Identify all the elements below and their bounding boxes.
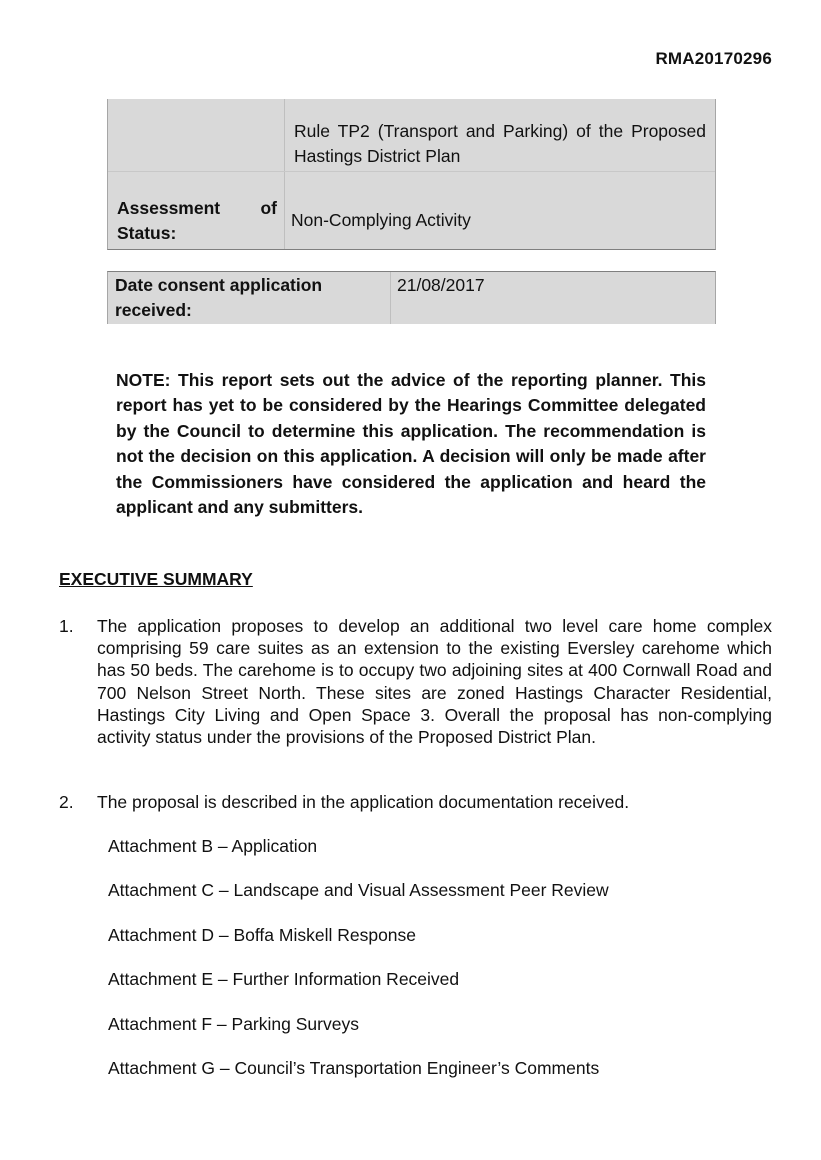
attachment-item: Attachment D – Boffa Miskell Response	[108, 924, 417, 945]
attachment-item: Attachment B – Application	[108, 836, 318, 856]
attachment-item: Attachment C – Landscape and Visual Assessment Peer Review	[108, 880, 609, 901]
rule-reference-text: Rule TP2 (Transport and Parking) of the Proposed Hastings District Plan	[294, 121, 706, 166]
assessment-status-value: Non-Complying Activity	[291, 210, 471, 230]
executive-summary-heading: EXECUTIVE SUMMARY	[59, 569, 253, 589]
attachment-item: Attachment G – Council’s Transportation Engineer’s Comments	[108, 1057, 600, 1078]
table-column-divider	[390, 272, 391, 324]
attachment-item: Attachment F – Parking Surveys	[108, 1013, 359, 1034]
table-column-divider	[284, 99, 285, 249]
date-received-table	[107, 271, 716, 324]
document-reference: RMA20170296	[655, 49, 772, 68]
paragraph-number: 2.	[59, 792, 74, 812]
table-row-divider	[108, 171, 715, 172]
attachment-item: Attachment E – Further Information Received	[108, 969, 460, 990]
attachment-list	[108, 835, 609, 1101]
paragraph-text: The application proposes to develop an additional two level care home complex comprising 59 care suites as an extension to the existing Eversley carehome which has 50 beds. The carehome is to occupy two adjoining sites at 400 Cornwall Road and 700 Nelson Street North. These sites are zoned Hastings Character Residential, Hastings City Living and Open Space 3. Overall the proposal has non-complying activity status under the provisions of the Proposed District Plan.	[97, 616, 772, 748]
date-received-value: 21/08/2017	[397, 275, 485, 295]
paragraph-number: 1.	[59, 616, 74, 636]
status-table	[107, 99, 716, 250]
assessment-status-label: Assessment of Status:	[117, 198, 277, 243]
date-received-label: Date consent application received:	[115, 275, 323, 320]
planner-note: NOTE: This report sets out the advice of the reporting planner. This report has yet to be considered by the Hearings Committee delegated by the Council to determine this application. The recommendation is not the decision on this application. A decision will only be made after the Commissioners have considered the application and heard the applicant and any submitters.	[116, 370, 706, 518]
paragraph-text: The proposal is described in the application documentation received.	[97, 792, 630, 812]
